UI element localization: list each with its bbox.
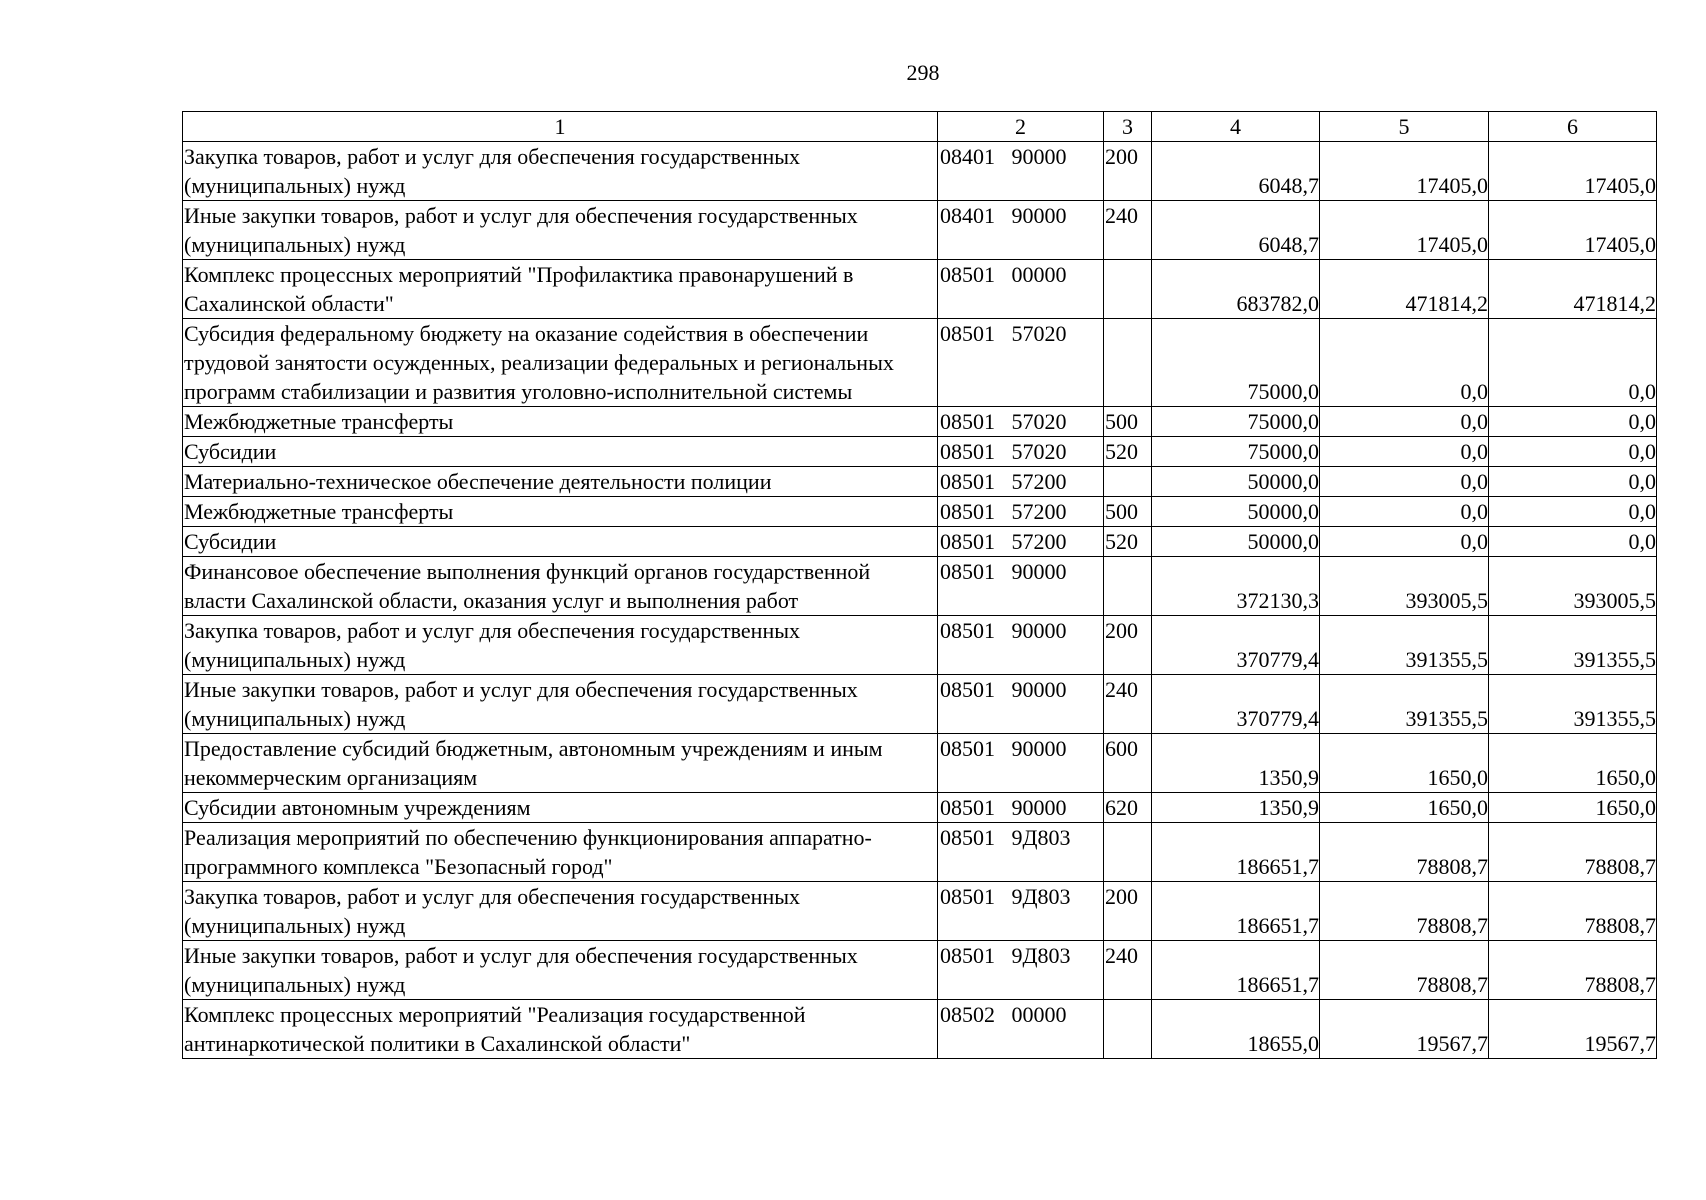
column-header: 6 — [1489, 112, 1657, 142]
row-value-col5: 0,0 — [1320, 437, 1489, 467]
row-name-cell: Межбюджетные трансферты — [183, 407, 938, 437]
table-row — [183, 527, 1657, 557]
row-expense-type-cell: 200 — [1104, 882, 1152, 941]
table-row — [183, 1000, 1657, 1059]
row-value-col5: 0,0 — [1320, 467, 1489, 497]
table-body — [183, 142, 1657, 1059]
row-expense-type-cell: 600 — [1104, 734, 1152, 793]
table-row — [183, 467, 1657, 497]
row-code-cell: 08501 9Д803 — [938, 941, 1104, 1000]
row-value-col4: 6048,7 — [1152, 201, 1320, 260]
row-value-col6: 17405,0 — [1489, 201, 1657, 260]
row-value-col5: 0,0 — [1320, 407, 1489, 437]
row-value-col6: 391355,5 — [1489, 675, 1657, 734]
row-code-cell: 08501 00000 — [938, 260, 1104, 319]
row-value-col5: 391355,5 — [1320, 616, 1489, 675]
row-expense-type-cell — [1104, 467, 1152, 497]
row-name-cell: Иные закупки товаров, работ и услуг для обеспечения государственных (муниципальных) нужд — [183, 941, 938, 1000]
table-row — [183, 407, 1657, 437]
row-code-cell: 08401 90000 — [938, 142, 1104, 201]
row-name-cell: Закупка товаров, работ и услуг для обеспечения государственных (муниципальных) нужд — [183, 142, 938, 201]
row-name-cell: Иные закупки товаров, работ и услуг для обеспечения государственных (муниципальных) нужд — [183, 201, 938, 260]
row-expense-type-cell — [1104, 260, 1152, 319]
row-expense-type-cell: 240 — [1104, 675, 1152, 734]
row-value-col4: 18655,0 — [1152, 1000, 1320, 1059]
column-header: 1 — [183, 112, 938, 142]
row-name-cell: Комплекс процессных мероприятий "Реализация государственной антинаркотической политики в Сахалинской области" — [183, 1000, 938, 1059]
row-name-cell: Предоставление субсидий бюджетным, автономным учреждениям и иным некоммерческим организациям — [183, 734, 938, 793]
row-value-col6: 0,0 — [1489, 497, 1657, 527]
row-code-cell: 08401 90000 — [938, 201, 1104, 260]
table-row — [183, 734, 1657, 793]
table-row — [183, 497, 1657, 527]
row-expense-type-cell: 520 — [1104, 437, 1152, 467]
row-value-col4: 186651,7 — [1152, 941, 1320, 1000]
row-value-col5: 78808,7 — [1320, 823, 1489, 882]
column-header: 2 — [938, 112, 1104, 142]
row-code-cell: 08502 00000 — [938, 1000, 1104, 1059]
row-value-col6: 0,0 — [1489, 437, 1657, 467]
row-value-col5: 78808,7 — [1320, 882, 1489, 941]
row-code-cell: 08501 90000 — [938, 793, 1104, 823]
row-value-col5: 19567,7 — [1320, 1000, 1489, 1059]
row-code-cell: 08501 57020 — [938, 407, 1104, 437]
row-value-col6: 78808,7 — [1489, 941, 1657, 1000]
table-row — [183, 260, 1657, 319]
row-value-col4: 75000,0 — [1152, 437, 1320, 467]
row-name-cell: Реализация мероприятий по обеспечению функционирования аппаратно-программного комплекса "Безопасный город" — [183, 823, 938, 882]
page-number: 298 — [906, 60, 940, 85]
row-value-col4: 683782,0 — [1152, 260, 1320, 319]
row-name-cell: Субсидии — [183, 527, 938, 557]
column-header: 5 — [1320, 112, 1489, 142]
row-value-col6: 78808,7 — [1489, 823, 1657, 882]
row-expense-type-cell: 520 — [1104, 527, 1152, 557]
row-expense-type-cell — [1104, 1000, 1152, 1059]
row-value-col5: 471814,2 — [1320, 260, 1489, 319]
row-value-col5: 0,0 — [1320, 319, 1489, 407]
row-name-cell: Закупка товаров, работ и услуг для обеспечения государственных (муниципальных) нужд — [183, 616, 938, 675]
row-value-col4: 372130,3 — [1152, 557, 1320, 616]
row-value-col4: 6048,7 — [1152, 142, 1320, 201]
table-row — [183, 201, 1657, 260]
row-value-col6: 78808,7 — [1489, 882, 1657, 941]
row-expense-type-cell: 620 — [1104, 793, 1152, 823]
row-expense-type-cell: 240 — [1104, 941, 1152, 1000]
row-expense-type-cell — [1104, 823, 1152, 882]
row-value-col4: 186651,7 — [1152, 882, 1320, 941]
row-expense-type-cell: 200 — [1104, 616, 1152, 675]
row-value-col6: 0,0 — [1489, 527, 1657, 557]
row-value-col4: 75000,0 — [1152, 319, 1320, 407]
row-code-cell: 08501 57020 — [938, 319, 1104, 407]
row-code-cell: 08501 9Д803 — [938, 882, 1104, 941]
row-code-cell: 08501 57200 — [938, 527, 1104, 557]
table-row — [183, 793, 1657, 823]
row-value-col6: 0,0 — [1489, 407, 1657, 437]
row-name-cell: Межбюджетные трансферты — [183, 497, 938, 527]
header-row — [183, 112, 1657, 142]
row-value-col4: 370779,4 — [1152, 616, 1320, 675]
row-value-col5: 0,0 — [1320, 497, 1489, 527]
row-value-col6: 391355,5 — [1489, 616, 1657, 675]
row-name-cell: Субсидия федеральному бюджету на оказание содействия в обеспечении трудовой занятости осужденных, реализации федеральных и региональных программ стабилизации и развития уголовно-исполнительной системы — [183, 319, 938, 407]
row-expense-type-cell — [1104, 319, 1152, 407]
row-value-col5: 17405,0 — [1320, 142, 1489, 201]
row-name-cell: Закупка товаров, работ и услуг для обеспечения государственных (муниципальных) нужд — [183, 882, 938, 941]
row-value-col4: 370779,4 — [1152, 675, 1320, 734]
row-name-cell: Финансовое обеспечение выполнения функций органов государственной власти Сахалинской области, оказания услуг и выполнения работ — [183, 557, 938, 616]
row-code-cell: 08501 57200 — [938, 497, 1104, 527]
row-expense-type-cell — [1104, 557, 1152, 616]
row-value-col5: 17405,0 — [1320, 201, 1489, 260]
row-name-cell: Материально-техническое обеспечение деятельности полиции — [183, 467, 938, 497]
row-value-col4: 75000,0 — [1152, 407, 1320, 437]
row-value-col6: 0,0 — [1489, 467, 1657, 497]
row-code-cell: 08501 90000 — [938, 675, 1104, 734]
row-value-col5: 391355,5 — [1320, 675, 1489, 734]
budget-table — [182, 111, 1657, 1059]
row-expense-type-cell: 500 — [1104, 497, 1152, 527]
row-value-col6: 19567,7 — [1489, 1000, 1657, 1059]
row-expense-type-cell: 240 — [1104, 201, 1152, 260]
row-expense-type-cell: 500 — [1104, 407, 1152, 437]
row-value-col6: 0,0 — [1489, 319, 1657, 407]
row-value-col5: 1650,0 — [1320, 734, 1489, 793]
row-value-col4: 1350,9 — [1152, 793, 1320, 823]
row-value-col5: 1650,0 — [1320, 793, 1489, 823]
table-row — [183, 319, 1657, 407]
row-code-cell: 08501 57200 — [938, 467, 1104, 497]
row-code-cell: 08501 57020 — [938, 437, 1104, 467]
row-expense-type-cell: 200 — [1104, 142, 1152, 201]
row-code-cell: 08501 90000 — [938, 734, 1104, 793]
row-name-cell: Комплекс процессных мероприятий "Профилактика правонарушений в Сахалинской области" — [183, 260, 938, 319]
row-value-col4: 50000,0 — [1152, 527, 1320, 557]
row-value-col5: 393005,5 — [1320, 557, 1489, 616]
row-value-col5: 78808,7 — [1320, 941, 1489, 1000]
table-row — [183, 437, 1657, 467]
row-value-col4: 1350,9 — [1152, 734, 1320, 793]
table-row — [183, 557, 1657, 616]
row-value-col6: 471814,2 — [1489, 260, 1657, 319]
row-value-col4: 186651,7 — [1152, 823, 1320, 882]
table-row — [183, 823, 1657, 882]
row-value-col4: 50000,0 — [1152, 497, 1320, 527]
row-name-cell: Иные закупки товаров, работ и услуг для обеспечения государственных (муниципальных) нужд — [183, 675, 938, 734]
row-value-col5: 0,0 — [1320, 527, 1489, 557]
row-name-cell: Субсидии — [183, 437, 938, 467]
row-code-cell: 08501 90000 — [938, 616, 1104, 675]
column-header: 4 — [1152, 112, 1320, 142]
table-row — [183, 882, 1657, 941]
row-value-col6: 1650,0 — [1489, 734, 1657, 793]
table-row — [183, 616, 1657, 675]
row-value-col6: 1650,0 — [1489, 793, 1657, 823]
table-row — [183, 675, 1657, 734]
table-row — [183, 142, 1657, 201]
row-code-cell: 08501 90000 — [938, 557, 1104, 616]
row-name-cell: Субсидии автономным учреждениям — [183, 793, 938, 823]
row-value-col6: 17405,0 — [1489, 142, 1657, 201]
row-value-col4: 50000,0 — [1152, 467, 1320, 497]
table-row — [183, 941, 1657, 1000]
row-code-cell: 08501 9Д803 — [938, 823, 1104, 882]
column-header: 3 — [1104, 112, 1152, 142]
row-value-col6: 393005,5 — [1489, 557, 1657, 616]
